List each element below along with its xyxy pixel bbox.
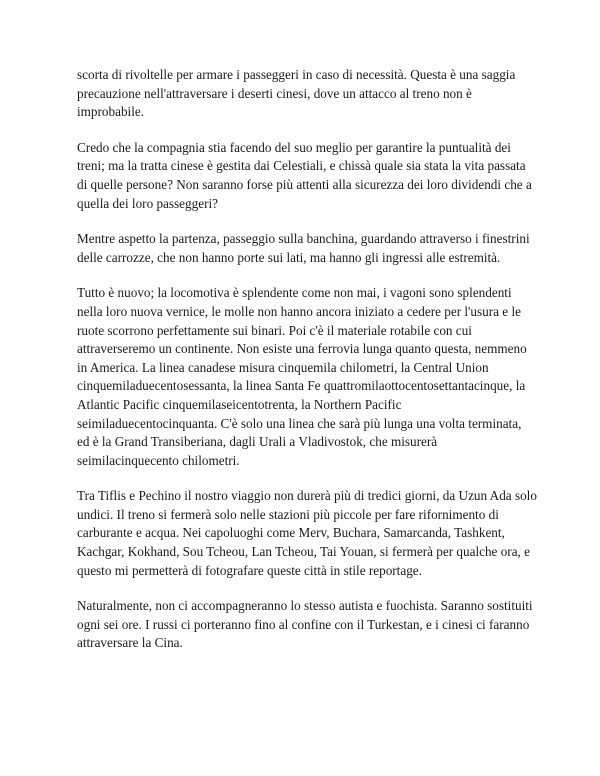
paragraph-4: Tutto è nuovo; la locomotiva è splendente come non mai, i vagoni sono splendenti nella loro nuova vernice, le molle non hanno ancora iniziato a cedere per l'usura e le ruote scorrono perfettamente sui binari. Poi c'è il materiale rotabile con cui attraverseremo un continente. Non esiste una ferrovia lunga quanto questa, nemmeno in America. La linea canadese misura cinquemila chilometri, la Central Union cinquemiladuecentosessanta, la linea Santa Fe quattromilaottocentosettantacinque, la Atlantic Pacific cinquemilaseicentotrenta, la Northern Pacific seimiladuecentocinquanta. C'è solo una linea che sarà più lunga una volta terminata, ed è la Grand Transiberiana, dagli Urali a Vladivostok, che misurerà seimilacinquecento chilometri.	[77, 285, 527, 468]
paragraph-2: Credo che la compagnia stia facendo del suo meglio per garantire la puntualità dei treni; ma la tratta cinese è gestita dai Celestiali, e chissà quale sia stata la vita passata di quelle persone? Non saranno forse più attenti alla sicurezza dei loro dividendi che a quella dei loro passeggeri?	[77, 139, 532, 211]
document-body	[77, 66, 537, 653]
paragraph-6: Naturalmente, non ci accompagneranno lo stesso autista e fuochista. Saranno sostituiti ogni sei ore. I russi ci porteranno fino al confine con il Turkestan, e i cinesi ci faranno attraversare la Cina.	[77, 598, 533, 651]
paragraph-1: scorta di rivoltelle per armare i passeggeri in caso di necessità. Questa è una saggia precauzione nell'attraversare i deserti cinesi, dove un attacco al treno non è improbabile.	[77, 67, 516, 120]
paragraph-3: Mentre aspetto la partenza, passeggio sulla banchina, guardando attraverso i finestrini delle carrozze, che non hanno porte sui lati, ma hanno gli ingressi alle estremità.	[77, 231, 530, 265]
paragraph-5: Tra Tiflis e Pechino il nostro viaggio non durerà più di tredici giorni, da Uzun Ada solo undici. Il treno si fermerà solo nelle stazioni più piccole per fare rifornimento di carburante e acqua. Nei capoluoghi come Merv, Buchara, Samarcanda, Tashkent, Kachgar, Kokhand, Sou Tcheou, Lan Tcheou, Tai Youan, si fermerà per qualche ora, e questo mi permetterà di fotografare queste città in stile reportage.	[77, 488, 537, 578]
